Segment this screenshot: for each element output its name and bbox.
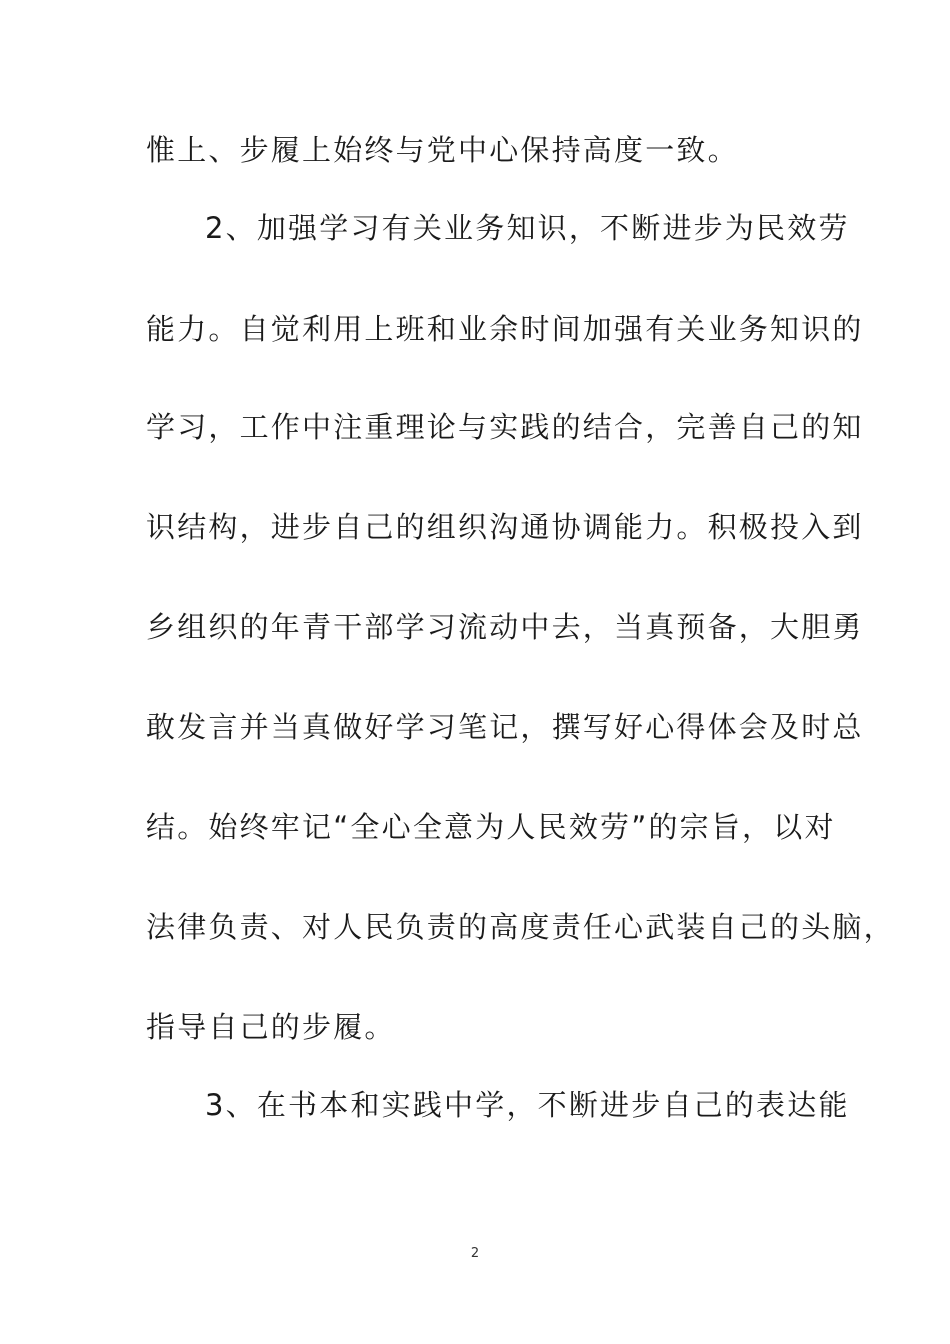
text-line: 学习，工作中注重理论与实践的结合，完善自己的知 xyxy=(146,410,864,444)
text-line: 敢发言并当真做好学习笔记，撰写好心得体会及时总 xyxy=(146,710,864,744)
paragraph-start-line: 2、加强学习有关业务知识，不断进步为民效劳 xyxy=(205,211,850,245)
text-line: 识结构，进步自己的组织沟通协调能力。积极投入到 xyxy=(146,510,864,544)
text-line: 乡组织的年青干部学习流动中去，当真预备，大胆勇 xyxy=(146,610,864,644)
text-line: 指导自己的步履。 xyxy=(146,1010,396,1044)
paragraph-start-line: 3、在书本和实践中学，不断进步自己的表达能 xyxy=(205,1088,850,1122)
text-line: 能力。自觉利用上班和业余时间加强有关业务知识的 xyxy=(146,312,864,346)
text-line: 法律负责、对人民负责的高度责任心武装自己的头脑， xyxy=(146,910,895,944)
text-line: 结。始终牢记“全心全意为人民效劳”的宗旨，以对 xyxy=(146,810,836,844)
page-number: 2 xyxy=(470,1246,480,1261)
text-line: 惟上、步履上始终与党中心保持高度一致。 xyxy=(146,133,739,167)
